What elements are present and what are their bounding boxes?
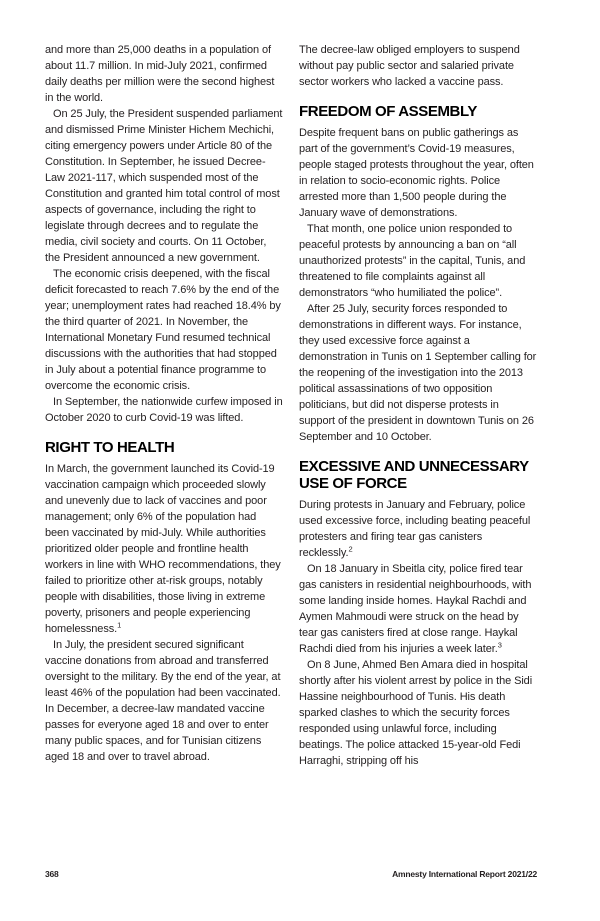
- paragraph-text: During protests in January and February, police used excessive force, including beating peaceful protesters and firing tear gas canisters recklessly.: [299, 499, 531, 559]
- left-column: [45, 42, 283, 769]
- paragraph: In July, the president secured significant vaccine donations from abroad and transferred oversight to the military. By the end of the year, at least 46% of the population had been vaccinated. In December, a decree-law mandated vaccine passes for everyone aged 18 and over to enter many public spaces, and for Tunisian citizens aged 18 and over to travel abroad.: [45, 639, 281, 763]
- paragraph: [45, 461, 283, 637]
- right-column: [299, 42, 537, 769]
- paragraph: The economic crisis deepened, with the fiscal deficit forecasted to reach 7.6% by the end of the year; unemployment rates had reached 18.4% by the third quarter of 2021. In November, the International Monetary Fund resumed technical discussions with the authorities that had stopped in July about a potential finance programme to overcome the economic crisis.: [45, 268, 281, 392]
- section-heading-freedom-of-assembly: FREEDOM OF ASSEMBLY: [299, 103, 477, 120]
- paragraph: [299, 561, 537, 657]
- paragraph: After 25 July, security forces responded to demonstrations in different ways. For instance, they used excessive force against a demonstration in Tunis on 1 September calling for the reopening of the investigation into the 2013 political assassinations of two opposition politicians, but did not disperse protests in support of the president in downtown Tunis on 26 September and 10 October.: [299, 303, 537, 443]
- paragraph: On 25 July, the President suspended parliament and dismissed Prime Minister Hichem Mechichi, citing emergency powers under Article 80 of the Constitution. In September, he issued Decree-Law 2021-117, which suspended most of the Constitution and granted him total control of most aspects of governance, including the right to legislate through decrees and to regulate the media, civil society and courts. On 11 October, the President announced a new government.: [45, 108, 283, 264]
- page-content: [45, 42, 537, 769]
- paragraph: [299, 497, 537, 561]
- page-footer: [45, 869, 537, 879]
- footnote-ref-2: 2: [348, 544, 353, 554]
- section-heading-right-to-health: RIGHT TO HEALTH: [45, 439, 175, 456]
- paragraph: The decree-law obliged employers to suspend without pay public sector and salaried private sector workers who lacked a vaccine pass.: [299, 44, 520, 88]
- paragraph: Despite frequent bans on public gatherings as part of the government’s Covid-19 measures, people staged protests throughout the year, often in relation to socio-economic rights. Police arrested more than 1,500 people during the January wave of demonstrations.: [299, 127, 534, 219]
- page-number: 368: [45, 869, 59, 879]
- footnote-ref-3: 3: [497, 640, 502, 650]
- paragraph: That month, one police union responded to peaceful protests by announcing a ban on “all unauthorized protests” in the capital, Tunis, and threatened to file complaints against all demonstrators “who humiliated the police”.: [299, 223, 526, 299]
- section-heading-excessive-force: EXCESSIVE AND UNNECESSARY USE OF FORCE: [299, 458, 529, 492]
- footnote-ref-1: 1: [117, 620, 122, 630]
- paragraph-text: In March, the government launched its Covid-19 vaccination campaign which proceeded slowly and unevenly due to lack of vaccines and poor management; only 6% of the population had been vaccinated by mid-July. While authorities prioritized older people and frontline health workers in line with WHO recommendations, they failed to prioritize other at-risk groups, notably people with disabilities, those living in extreme poverty, prisoners and people experiencing homelessness.: [45, 463, 281, 635]
- paragraph: In September, the nationwide curfew imposed in October 2020 to curb Covid-19 was lifted.: [45, 396, 283, 424]
- paragraph: On 8 June, Ahmed Ben Amara died in hospital shortly after his violent arrest by police in the Sidi Hassine neighbourhood of Tunis. His death sparked clashes to which the security forces responded using unlawful force, including beatings. The police attacked 15-year-old Fedi Harraghi, stripping off his: [299, 659, 533, 767]
- report-title: Amnesty International Report 2021/22: [392, 869, 537, 879]
- paragraph: and more than 25,000 deaths in a population of about 11.7 million. In mid-July 2021, confirmed daily deaths per million were the second highest in the world.: [45, 44, 275, 104]
- paragraph-text: On 18 January in Sbeitla city, police fired tear gas canisters in residential neighbourhoods, with some landing inside homes. Haykal Rachdi and Aymen Mahmoudi were struck on the head by tear gas canisters fired at close range. Haykal Rachdi died from his injuries a week later.: [299, 563, 532, 655]
